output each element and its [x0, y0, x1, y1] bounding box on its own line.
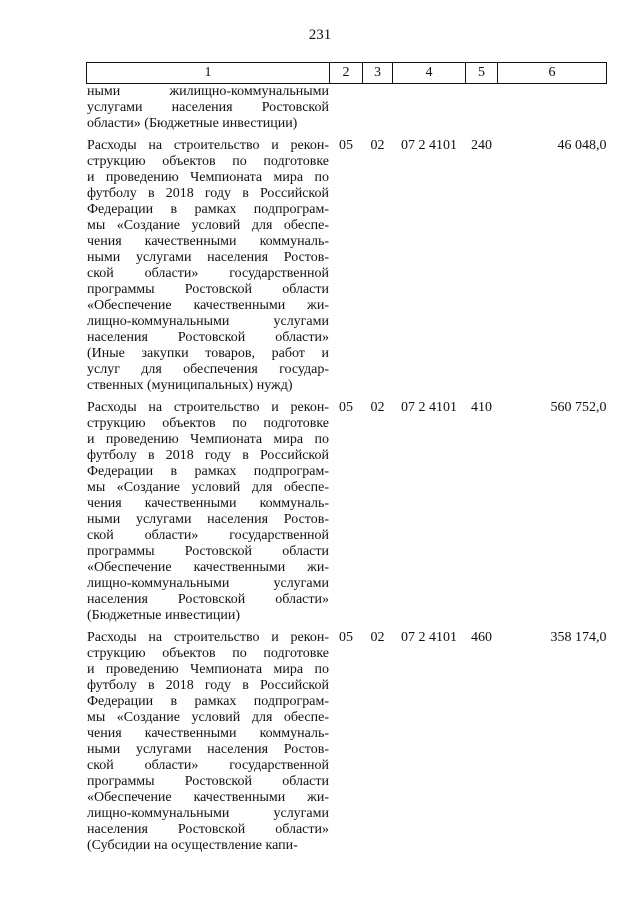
description-line: лищно-коммунальными услугами: [87, 576, 329, 591]
description-line: Расходы на строительство и рекон-: [87, 400, 329, 415]
description-line: населения Ростовской области»: [87, 822, 329, 837]
description-line: населения Ростовской области»: [87, 592, 329, 607]
description-line: населения Ростовской области»: [87, 330, 329, 345]
description-line: услугами населения Ростовской: [87, 100, 329, 115]
description-line: «Обеспечение качественными жи-: [87, 560, 329, 575]
amount-value: 560 752,0: [550, 400, 607, 415]
description-line: ской области» государственной: [87, 528, 329, 543]
description-line: Расходы на строительство и рекон-: [87, 630, 329, 645]
description-line: программы Ростовской области: [87, 774, 329, 789]
target-article-code: 07 2 4101: [401, 138, 457, 153]
column-header-5: 5: [466, 63, 498, 84]
section-code: 05: [339, 630, 353, 645]
target-article-code: 07 2 4101: [401, 400, 457, 415]
description-line: и проведению Чемпионата мира по: [87, 170, 329, 185]
description-line: мы «Создание условий для обеспе-: [87, 710, 329, 725]
table-body: [87, 84, 607, 855]
description-line: Федерации в рамках подпрограм-: [87, 694, 329, 709]
description-line: мы «Создание условий для обеспе-: [87, 480, 329, 495]
description-line: и проведению Чемпионата мира по: [87, 662, 329, 677]
description-line: Федерации в рамках подпрограм-: [87, 202, 329, 217]
description-line: чения качественными коммуналь-: [87, 496, 329, 511]
table-row: [87, 630, 607, 854]
table-row: [87, 400, 607, 624]
description-line: Федерации в рамках подпрограм-: [87, 464, 329, 479]
subsection-code: 02: [370, 400, 385, 415]
description-line: ской области» государственной: [87, 266, 329, 281]
amount-value: 358 174,0: [550, 630, 607, 645]
description-line: (Иные закупки товаров, работ и: [87, 346, 329, 361]
target-article-code: 07 2 4101: [401, 630, 457, 645]
description-line: струкцию объектов по подготовке: [87, 646, 329, 661]
description-line: струкцию объектов по подготовке: [87, 154, 329, 169]
row-description: [87, 138, 330, 394]
description-line: Расходы на строительство и рекон-: [87, 138, 329, 153]
description-line: (Бюджетные инвестиции): [87, 608, 241, 623]
column-header-1: 1: [87, 63, 330, 84]
description-line: чения качественными коммуналь-: [87, 726, 329, 741]
column-header-6: 6: [498, 63, 607, 84]
subsection-code: 02: [370, 138, 385, 153]
description-line: ской области» государственной: [87, 758, 329, 773]
description-line: футболу в 2018 году в Российской: [87, 678, 329, 693]
row-description: [87, 630, 330, 854]
description-line: ными услугами населения Ростов-: [87, 512, 329, 527]
description-line: «Обеспечение качественными жи-: [87, 790, 329, 805]
expense-type-code: 240: [471, 138, 492, 153]
budget-table: [86, 62, 607, 854]
description-line: программы Ростовской области: [87, 544, 329, 559]
amount-value: 46 048,0: [557, 138, 607, 153]
expense-type-code: 410: [471, 400, 492, 415]
description-line: ными услугами населения Ростов-: [87, 250, 329, 265]
description-line: «Обеспечение качественными жи-: [87, 298, 329, 313]
section-code: 05: [339, 138, 353, 153]
continuation-row: [87, 84, 607, 133]
description-line: лищно-коммунальными услугами: [87, 806, 329, 821]
row-description: [87, 400, 330, 624]
expense-type-code: 460: [471, 630, 492, 645]
table-header-row: [87, 63, 607, 84]
column-header-3: 3: [363, 63, 393, 84]
column-header-4: 4: [393, 63, 466, 84]
description-line: программы Ростовской области: [87, 282, 329, 297]
description-line: и проведению Чемпионата мира по: [87, 432, 329, 447]
description-line: ными услугами населения Ростов-: [87, 742, 329, 757]
description-line: мы «Создание условий для обеспе-: [87, 218, 329, 233]
continuation-description: [87, 84, 330, 133]
table-row: [87, 138, 607, 394]
description-line: ственных (муниципальных) нужд): [87, 378, 293, 393]
subsection-code: 02: [370, 630, 385, 645]
description-line: услуг для обеспечения государ-: [87, 362, 329, 377]
page-number: 231: [308, 27, 332, 43]
description-line: струкцию объектов по подготовке: [87, 416, 329, 431]
description-line: чения качественными коммуналь-: [87, 234, 329, 249]
description-line: лищно-коммунальными услугами: [87, 314, 329, 329]
description-line: футболу в 2018 году в Российской: [87, 186, 329, 201]
description-line: области» (Бюджетные инвестиции): [87, 116, 298, 131]
column-header-2: 2: [330, 63, 363, 84]
description-line: ными жилищно-коммунальными: [87, 84, 329, 99]
section-code: 05: [339, 400, 353, 415]
description-line: (Субсидии на осуществление капи-: [87, 838, 298, 853]
description-line: футболу в 2018 году в Российской: [87, 448, 329, 463]
